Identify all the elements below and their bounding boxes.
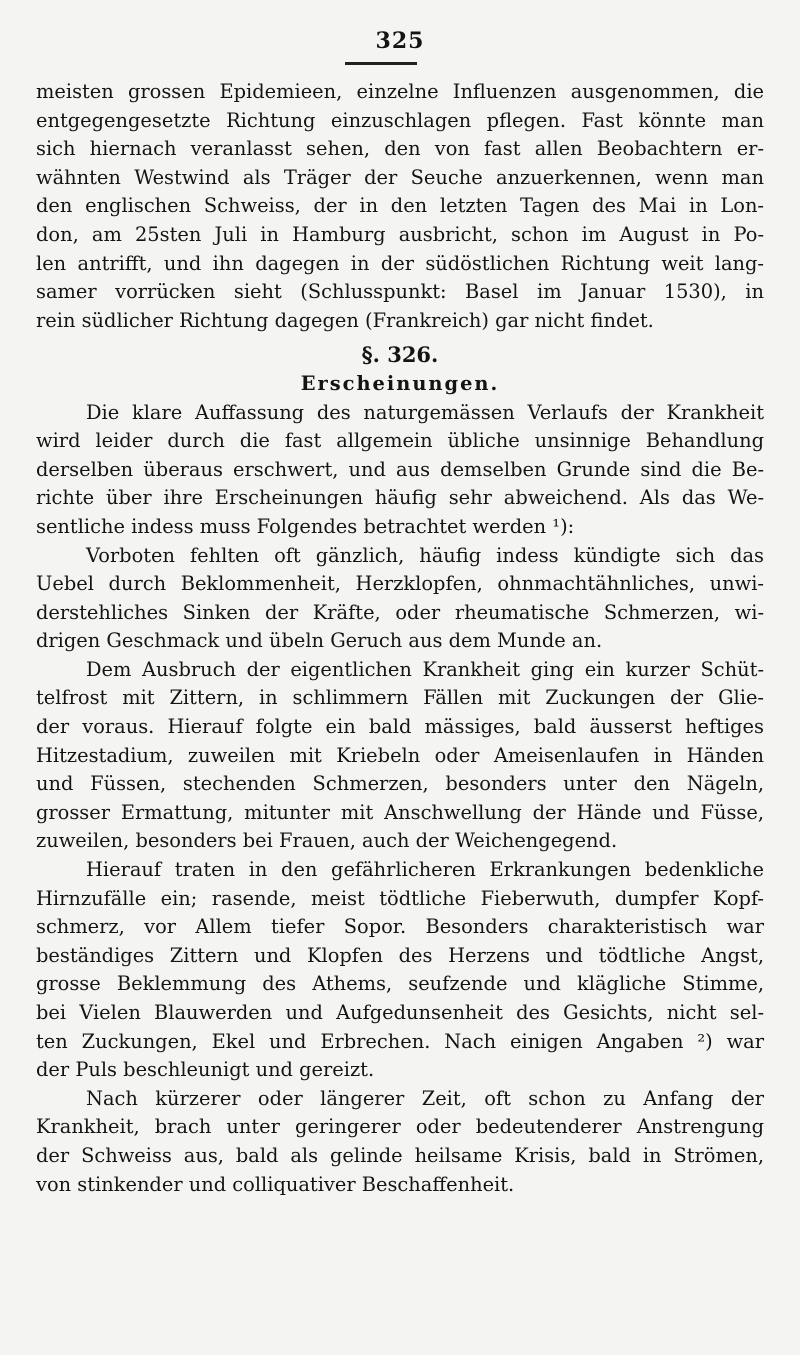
section-number: §. 326. [361, 342, 439, 368]
text-line: Hierauf traten in den gefährlicheren Erkrankungen bedenkliche [86, 858, 764, 882]
text-line: derselben überaus erschwert, und aus demselben Grunde sind die Be- [36, 457, 764, 481]
paragraph [36, 856, 764, 1085]
page-number: 325 [375, 28, 425, 54]
paragraph [36, 1085, 764, 1199]
text-line: richte über ihre Erscheinungen häufig sehr abweichend. Als das We- [36, 486, 764, 510]
paragraph-intro [36, 78, 764, 335]
text-line: samer vorrücken sieht (Schlusspunkt: Basel im Januar 1530), in [36, 280, 764, 304]
text-line: der Puls beschleunigt und gereizt. [36, 1058, 375, 1082]
text-line: don, am 25sten Juli in Hamburg ausbricht, schon im August in Po- [36, 222, 764, 246]
text-line: und Füssen, stechenden Schmerzen, besonders unter den Nägeln, [36, 772, 764, 796]
text-block [36, 78, 764, 1199]
text-line: Nach kürzerer oder längerer Zeit, oft schon zu Anfang der [86, 1086, 764, 1110]
text-line: Die klare Auffassung des naturgemässen Verlaufs der Krankheit [86, 400, 764, 424]
text-line: bei Vielen Blauwerden und Aufgedunsenheit des Gesichts, nicht sel- [36, 1001, 764, 1024]
text-line: meisten grossen Epidemieen, einzelne Influenzen ausgenommen, die [36, 80, 764, 103]
paragraph [36, 399, 764, 542]
text-line: drigen Geschmack und übeln Geruch aus dem Munde an. [36, 629, 603, 653]
text-line: den englischen Schweiss, der in den letzten Tagen des Mai in Lon- [36, 194, 764, 218]
text-line: wird leider durch die fast allgemein übliche unsinnige Behandlung [36, 429, 764, 453]
text-line: Hitzestadium, zuweilen mit Kriebeln oder Ameisenlaufen in Händen [36, 743, 764, 767]
text-line: entgegengesetzte Richtung einzuschlagen pflegen. Fast könnte man [36, 108, 764, 132]
text-line: Dem Ausbruch der eigentlichen Krankheit ging ein kurzer Schüt- [86, 657, 764, 681]
text-line: telfrost mit Zittern, in schlimmern Fällen mit Zuckungen der Glie- [36, 686, 764, 710]
text-line: rein südlicher Richtung dagegen (Frankreich) gar nicht findet. [36, 308, 654, 332]
text-line: zuweilen, besonders bei Frauen, auch der Weichengegend. [36, 829, 618, 853]
text-line: len antrifft, und ihn dagegen in der südöstlichen Richtung weit lang- [36, 251, 764, 275]
text-line: grosse Beklemmung des Athems, seufzende und klägliche Stimme, [36, 972, 764, 996]
text-line: grosser Ermattung, mitunter mit Anschwellung der Hände und Füsse, [36, 800, 764, 824]
text-line: ten Zuckungen, Ekel und Erbrechen. Nach einigen Angaben ²) war [36, 1029, 764, 1053]
text-line: wähnten Westwind als Träger der Seuche anzuerkennen, wenn man [36, 165, 764, 189]
paragraph [36, 656, 764, 856]
text-line: Krankheit, brach unter geringerer oder bedeutenderer Anstrengung [36, 1115, 764, 1139]
text-line: sentliche indess muss Folgendes betrachtet werden ¹): [36, 514, 575, 538]
paragraph [36, 542, 764, 656]
text-line: beständiges Zittern und Klopfen des Herzens und tödtliche Angst, [36, 943, 764, 967]
text-line: Hirnzufälle ein; rasende, meist tödtliche Fieberwuth, dumpfer Kopf- [36, 886, 764, 910]
text-line: der voraus. Hierauf folgte ein bald mässiges, bald äusserst heftiges [36, 715, 764, 739]
text-line: der Schweiss aus, bald als gelinde heilsame Krisis, bald in Strömen, [36, 1143, 764, 1167]
section-title: Erscheinungen. [300, 371, 500, 395]
text-line: von stinkender und colliquativer Beschaffenheit. [36, 1172, 515, 1196]
header-rule [345, 62, 417, 65]
text-line: sich hiernach veranlasst sehen, den von fast allen Beobachtern er- [36, 137, 764, 161]
text-line: Vorboten fehlten oft gänzlich, häufig indess kündigte sich das [86, 543, 764, 567]
text-line: schmerz, vor Allem tiefer Sopor. Besonders charakteristisch war [36, 915, 764, 939]
text-line: Uebel durch Beklommenheit, Herzklopfen, ohnmachtähnliches, unwi- [36, 572, 764, 596]
text-line: derstehliches Sinken der Kräfte, oder rheumatische Schmerzen, wi- [36, 600, 764, 624]
